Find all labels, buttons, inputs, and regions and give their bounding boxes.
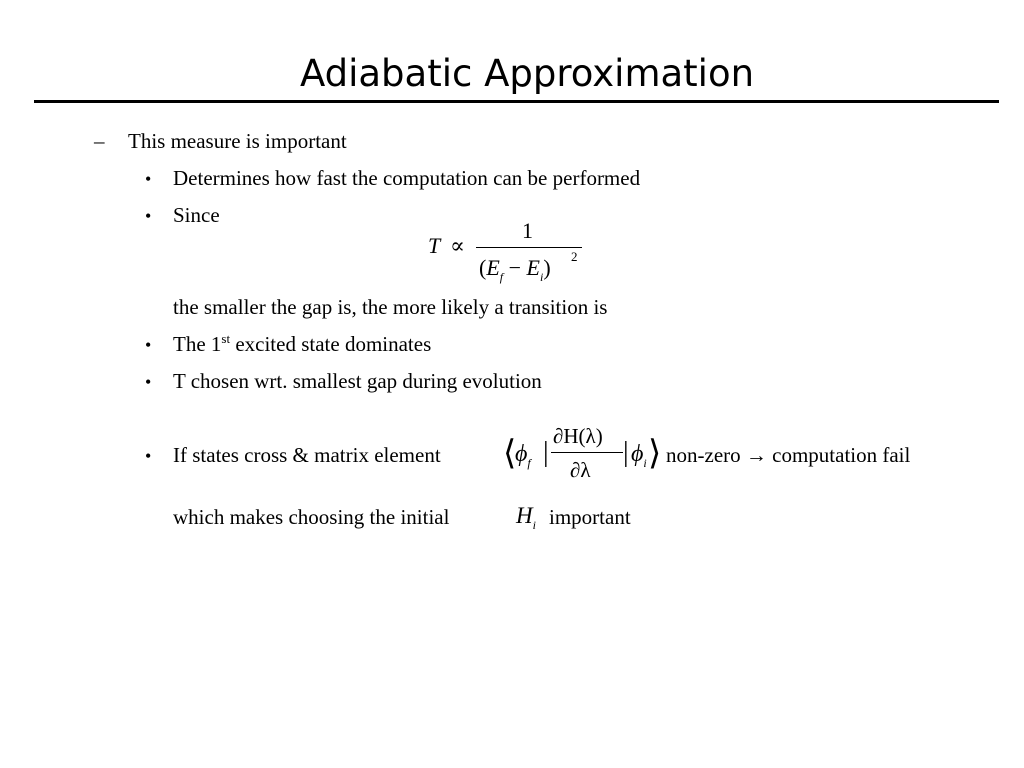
formula-energy-final: E xyxy=(486,255,500,280)
formula-right-angle: ⟩ xyxy=(648,435,662,472)
bullet-text-3-pre: The 1 xyxy=(173,332,222,356)
formula-hamiltonian-initial xyxy=(516,503,536,532)
formula-fraction-bar xyxy=(476,247,582,248)
bullet-text-2-continued: the smaller the gap is, the more likely a transition is xyxy=(173,295,608,319)
formula-phi-f-sub: f xyxy=(527,456,531,470)
formula-symbol-t: T xyxy=(428,233,441,258)
bullet-text-3-superscript: st xyxy=(221,331,231,346)
bullet-text-2: Since xyxy=(173,203,220,227)
formula-partial-h: ∂H(λ) xyxy=(553,424,603,448)
formula-open-paren: ( xyxy=(479,255,487,280)
formula-energy-initial: E xyxy=(526,255,540,280)
bullet-text-5-continued-pre: which makes choosing the initial xyxy=(173,505,450,529)
formula-exponent: 2 xyxy=(571,249,578,264)
bullet-text-1: Determines how fast the computation can be performed xyxy=(173,166,641,190)
bullet-text-5-continued-post: important xyxy=(549,505,631,529)
formula-phi-f-symbol: ϕ xyxy=(515,441,528,467)
formula-denominator xyxy=(479,255,551,284)
formula-proportional-symbol: ∝ xyxy=(450,233,465,258)
formula-bar-right: | xyxy=(623,437,629,468)
formula-close-paren: ) xyxy=(543,255,551,280)
formula-h-symbol: H xyxy=(516,503,533,528)
bullet-marker-1: • xyxy=(145,169,152,189)
formula-phi-i-sub: i xyxy=(643,456,647,470)
bullet-text-4: T chosen wrt. smallest gap during evolution xyxy=(173,369,542,393)
dash-item-text: This measure is important xyxy=(128,129,347,153)
title-underline xyxy=(34,100,999,103)
formula-phi-i-symbol: ϕ xyxy=(631,441,644,467)
bullet-marker-4: • xyxy=(145,372,152,392)
formula-sub-i: i xyxy=(540,270,544,284)
formula-phi-initial xyxy=(631,440,647,471)
formula-partial-lambda: ∂λ xyxy=(570,458,591,482)
formula-minus: − xyxy=(508,255,522,280)
formula-h-sub: i xyxy=(532,518,536,532)
bullet-text-5-post: non-zero → computation fail xyxy=(666,443,911,467)
bullet-marker-3: • xyxy=(145,335,152,355)
formula-proportional-lhs xyxy=(428,233,440,259)
formula-left-angle: ⟨ xyxy=(503,435,517,472)
bullet-marker-5: • xyxy=(145,446,152,466)
formula-bar-left: | xyxy=(543,437,549,468)
formula2-fraction-bar xyxy=(551,452,623,453)
bullet-marker-2: • xyxy=(145,206,152,226)
bullet-text-3 xyxy=(173,332,431,356)
formula-numerator: 1 xyxy=(522,218,533,243)
formula-phi-final xyxy=(515,440,531,471)
dash-marker: – xyxy=(94,129,105,153)
formula-sub-f: f xyxy=(499,270,504,284)
bullet-text-5-pre: If states cross & matrix element xyxy=(173,443,441,467)
bullet-text-3-post: excited state dominates xyxy=(230,332,432,356)
slide-title: Adiabatic Approximation xyxy=(299,52,755,95)
